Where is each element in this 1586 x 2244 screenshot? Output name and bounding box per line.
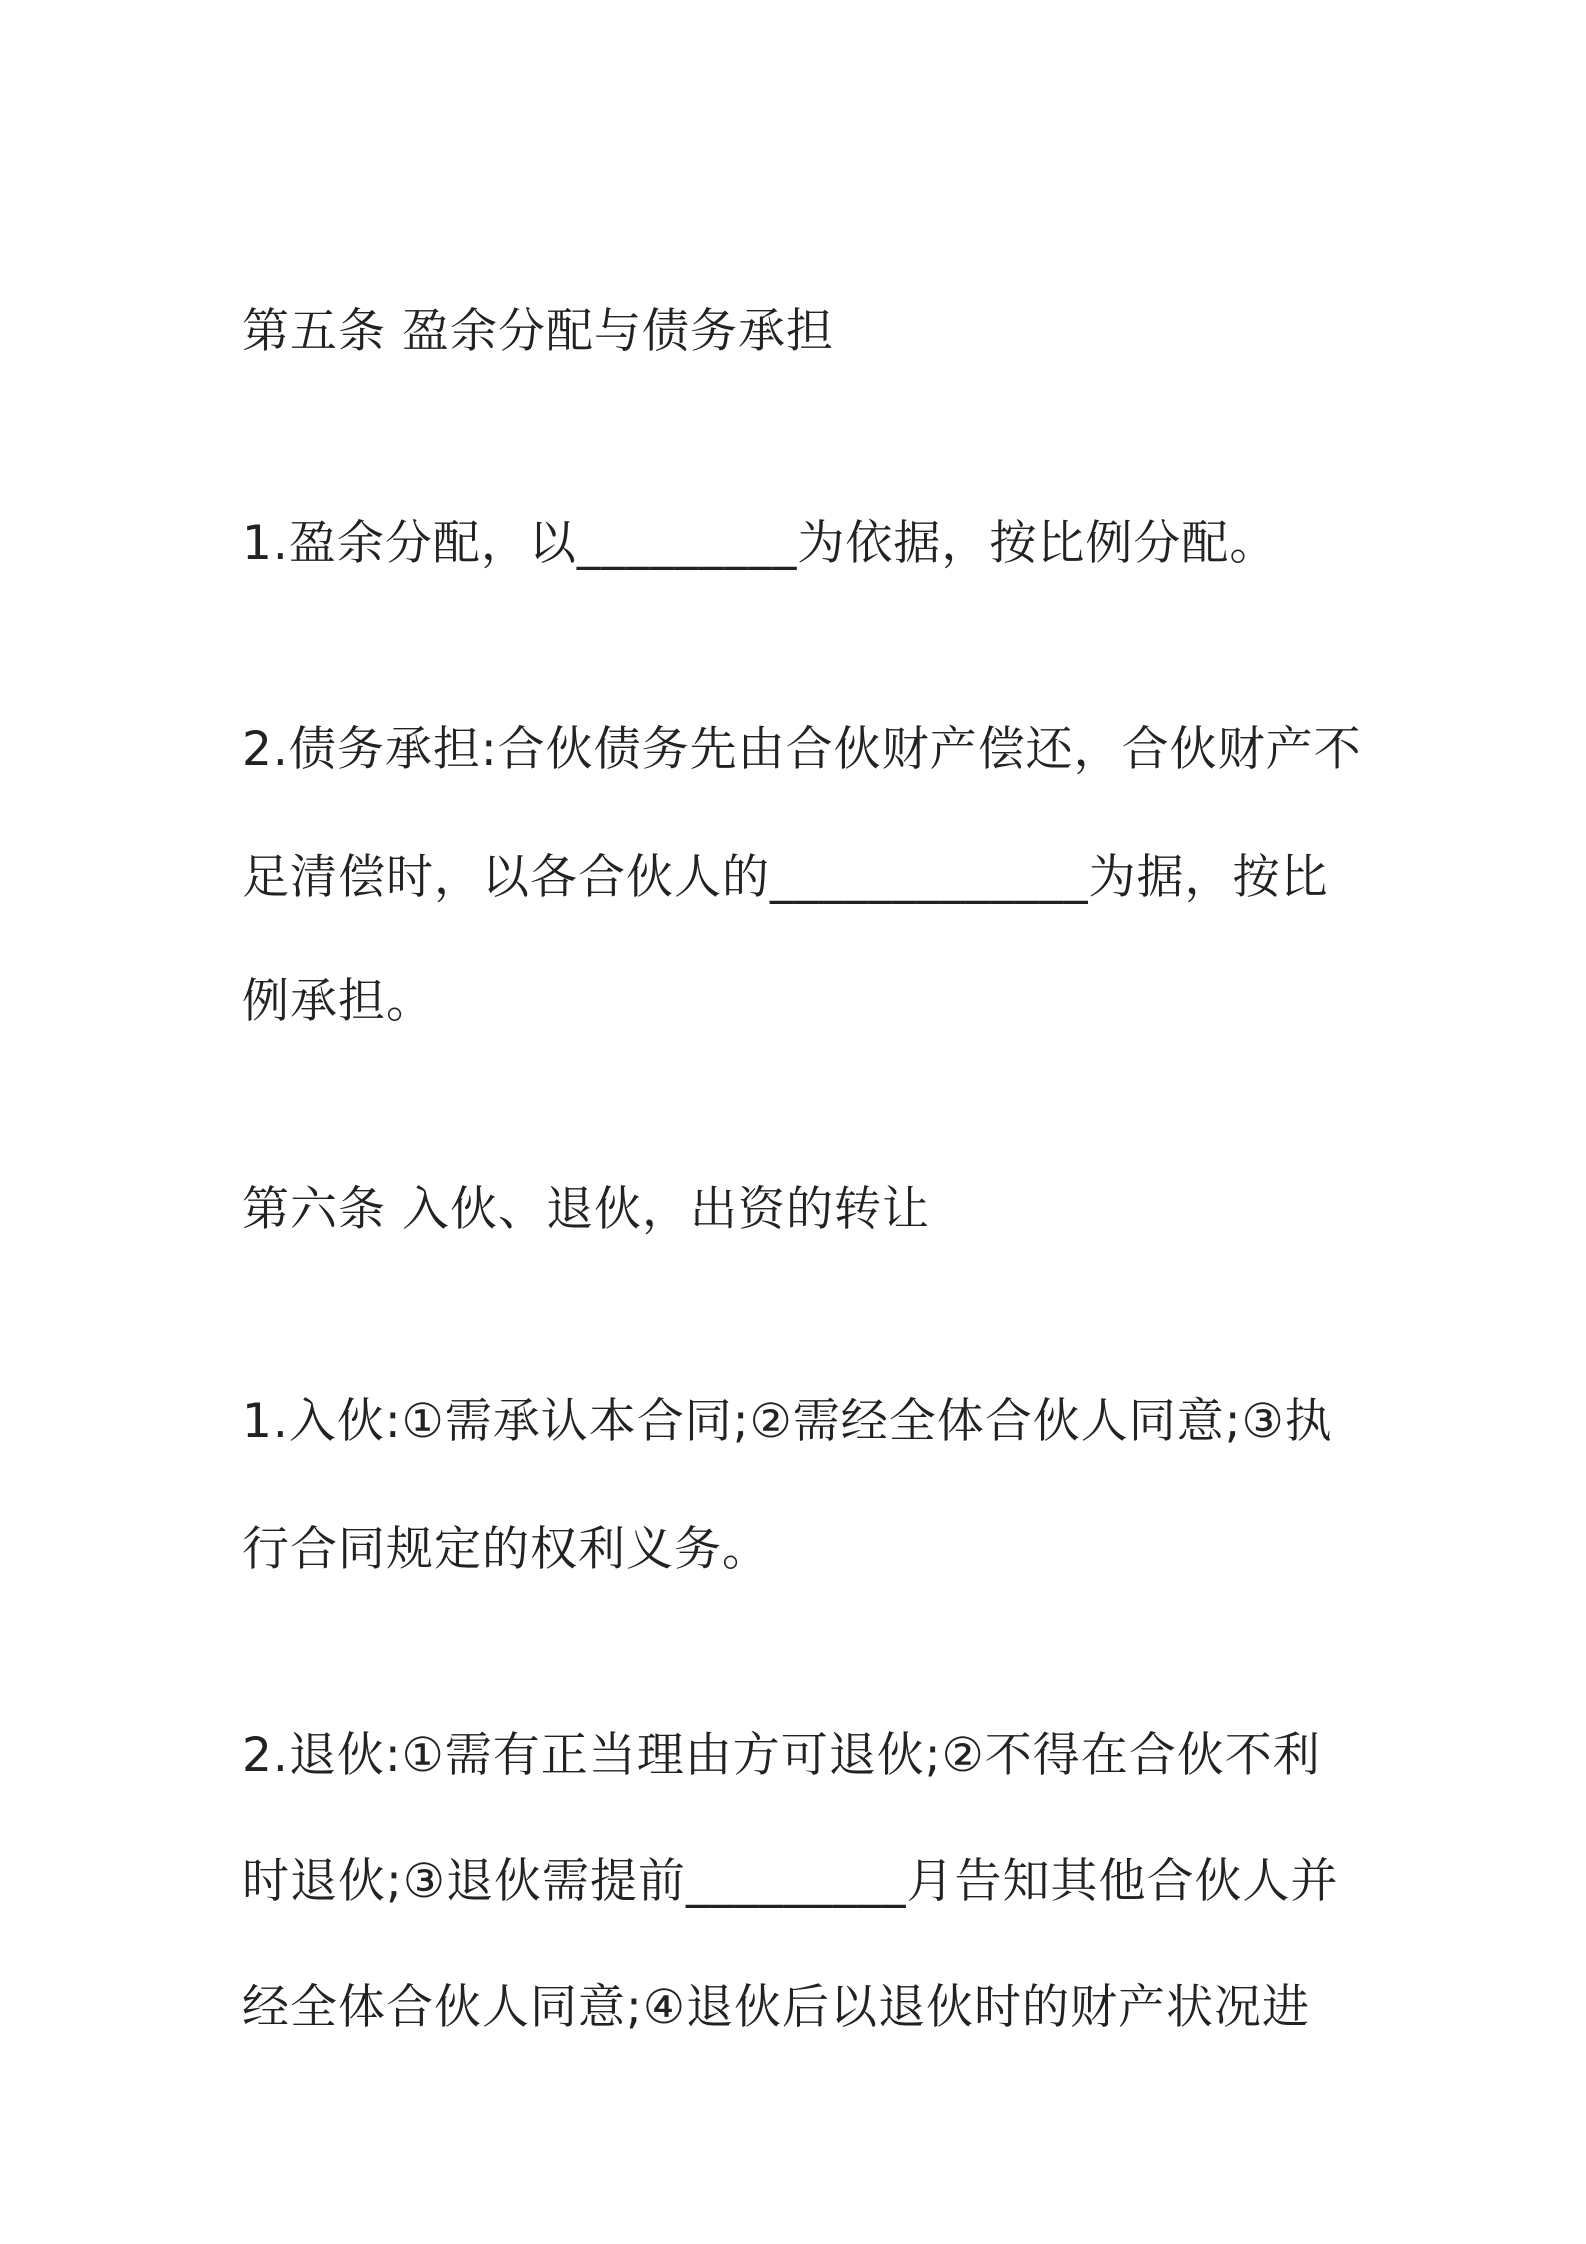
article5-item1: 1.盈余分配，以_________为依据，按比例分配。 (242, 516, 1278, 571)
article5-heading: 第五条 盈余分配与债务承担 (242, 304, 834, 359)
article5-item2-line1: 2.债务承担:合伙债务先由合伙财产偿还，合伙财产不 (242, 722, 1362, 777)
article6-item2-line1: 2.退伙:①需有正当理由方可退伙;②不得在合伙不利 (242, 1728, 1321, 1783)
article6-item2-line3: 经全体合伙人同意;④退伙后以退伙时的财产状况进 (242, 1980, 1310, 2035)
article6-item2-line2: 时退伙;③退伙需提前_________月告知其他合伙人并 (242, 1854, 1339, 1909)
article6-item1-line1: 1.入伙:①需承认本合同;②需经全体合伙人同意;③执 (242, 1394, 1333, 1449)
article6-heading: 第六条 入伙、退伙，出资的转让 (242, 1182, 930, 1237)
article6-item1-line2: 行合同规定的权利义务。 (242, 1522, 770, 1577)
article5-item2-line2: 足清偿时，以各合伙人的_____________为据，按比 (242, 850, 1329, 905)
article5-item2-line3: 例承担。 (242, 974, 434, 1029)
